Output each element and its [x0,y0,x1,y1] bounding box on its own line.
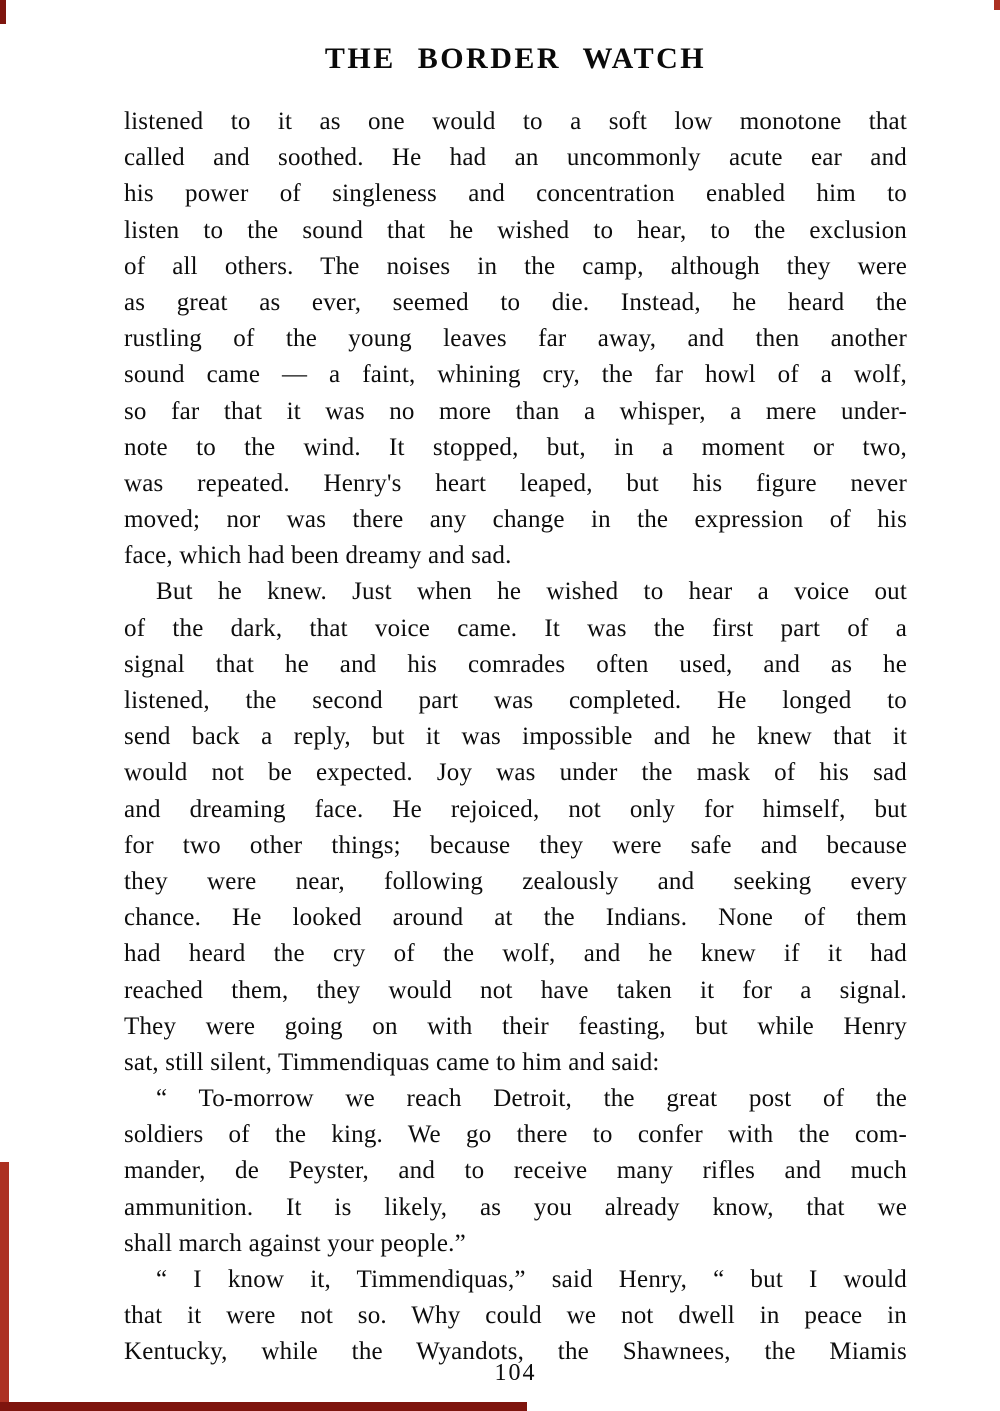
text-line: chance. He looked around at the Indians. None of them [124,904,907,932]
text-line: Kentucky, while the Wyandots, the Shawnees, the Miamis [124,1338,907,1366]
scan-edge-artifact-top-left [0,0,6,24]
text-line: reached them, they would not have taken it for a signal. [124,976,907,1004]
scan-edge-artifact-bottom-left [0,1162,9,1411]
text-line: send back a reply, but it was impossible and he knew that it [124,723,907,751]
text-line: rustling of the young leaves far away, and then another [124,325,907,353]
text-line: “ I know it, Timmendiquas,” said Henry, “ but I would [156,1266,907,1293]
text-line: listen to the sound that he wished to hear, to the exclusion [124,216,907,244]
text-line: they were near, following zealously and seeking every [124,867,907,895]
text-line: mander, de Peyster, and to receive many rifles and much [124,1157,907,1185]
text-line: was repeated. Henry's heart leaped, but his figure never [124,469,907,497]
text-line: for two other things; because they were safe and because [124,831,907,859]
text-line: had heard the cry of the wolf, and he knew if it had [124,940,907,968]
page-number: 104 [494,1360,537,1386]
text-line: ammunition. It is likely, as you already know, that we [124,1193,907,1221]
text-line: as great as ever, seemed to die. Instead, he heard the [124,288,907,316]
text-line: listened, the second part was completed. He longed to [124,687,907,714]
text-line: They were going on with their feasting, but while Henry [124,1012,907,1040]
scan-edge-artifact-bottom [0,1402,527,1411]
scan-edge-artifact-top-right [994,0,1000,10]
text-line: his power of singleness and concentration enabled him to [124,180,907,208]
text-line: listened to it as one would to a soft low monotone that [124,108,907,135]
running-header: THE BORDER WATCH [324,42,707,75]
text-line: and dreaming face. He rejoiced, not only for himself, but [124,795,907,823]
text-line: called and soothed. He had an uncommonly acute ear and [124,144,907,172]
text-line: But he knew. Just when he wished to hear a voice out [156,578,907,606]
text-line: signal that he and his comrades often used, and as he [124,650,907,678]
text-line: that it were not so. Why could we not dwell in peace in [124,1302,907,1330]
text-line: face, which had been dreamy and sad. [124,542,512,570]
page-body [124,104,907,1371]
text-line: sound came — a faint, whining cry, the far howl of a wolf, [124,361,907,389]
text-line: moved; nor was there any change in the expression of his [124,506,907,534]
text-line: note to the wind. It stopped, but, in a moment or two, [124,433,907,461]
text-line: of all others. The noises in the camp, although they were [124,252,907,280]
text-line: would not be expected. Joy was under the mask of his sad [124,759,907,787]
text-line: “ To-morrow we reach Detroit, the great post of the [156,1085,907,1113]
text-line: shall march against your people.” [124,1229,466,1257]
text-line: of the dark, that voice came. It was the first part of a [124,614,907,642]
text-line: soldiers of the king. We go there to confer with the com- [124,1121,907,1149]
text-line: so far that it was no more than a whisper, a mere under- [124,397,907,425]
text-line: sat, still silent, Timmendiquas came to him and said: [124,1048,660,1076]
